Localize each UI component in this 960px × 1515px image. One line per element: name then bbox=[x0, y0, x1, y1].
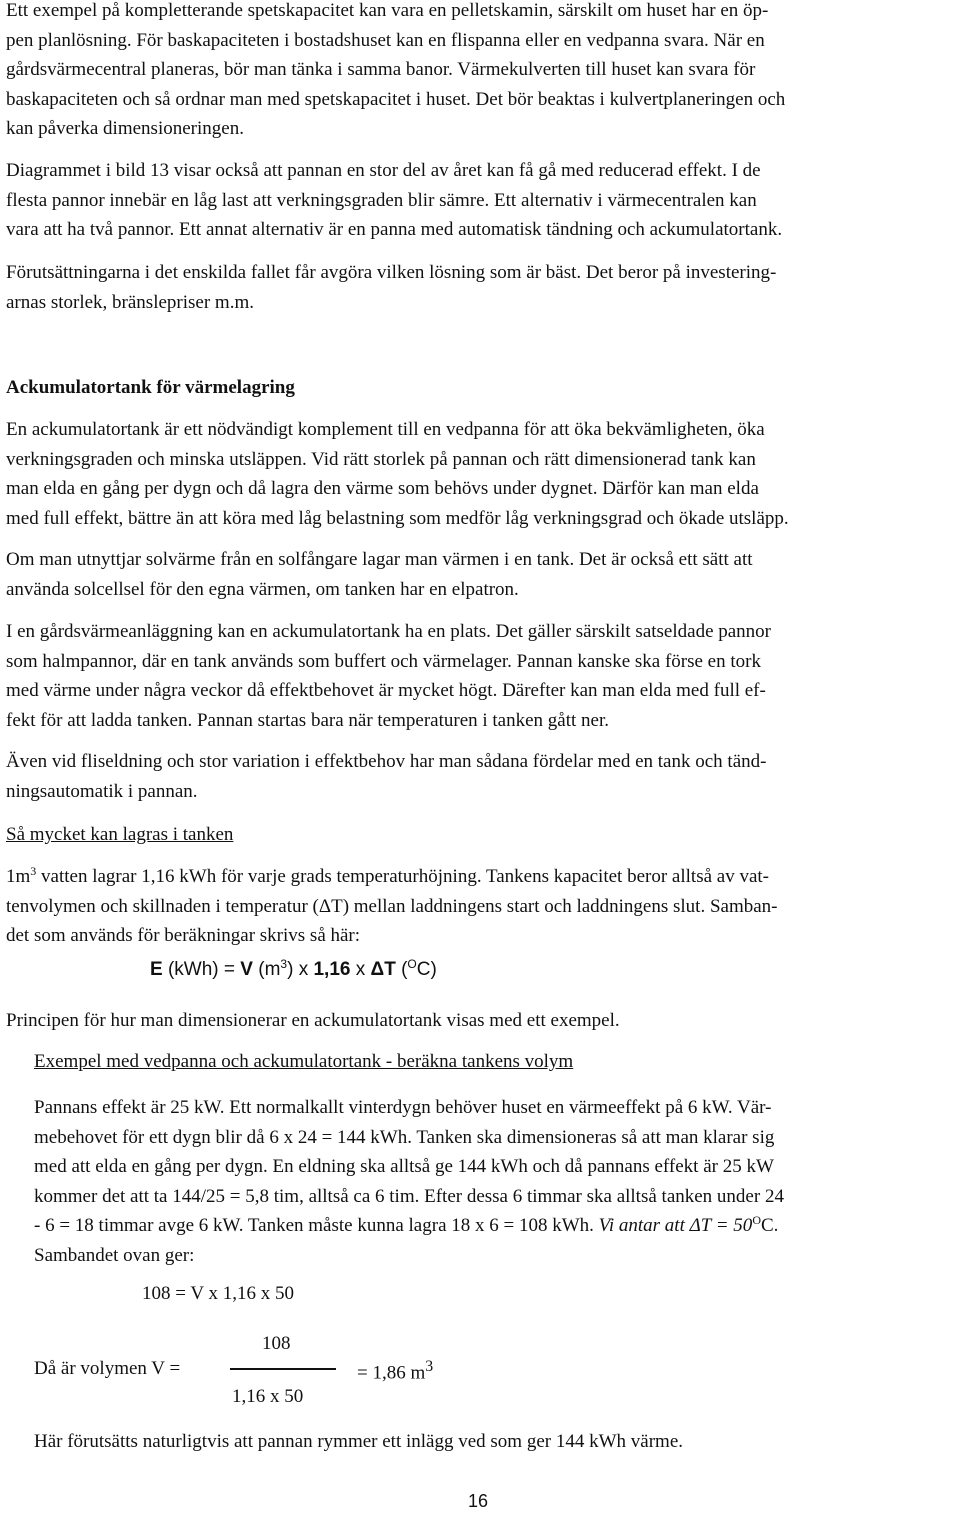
text-line: vara att ha två pannor. Ett annat alternativ är en panna med automatisk tändning och ackumulatortank. bbox=[6, 219, 783, 240]
text-line: En ackumulatortank är ett nödvändigt komplement till en vedpanna för att öka bekvämligheten, öka bbox=[6, 419, 765, 440]
text-line: med värme under några veckor då effektbehovet är mycket högt. Därefter kan man elda med full ef- bbox=[6, 680, 766, 701]
text-line: använda solcellsel för den egna värmen, om tanken har en elpatron. bbox=[6, 578, 519, 600]
text-line: arnas storlek, bränslepriser m.m. bbox=[6, 291, 254, 313]
text-line: Ett exempel på kompletterande spetskapacitet kan vara en pelletskamin, särskilt om huset har en öp- bbox=[6, 0, 769, 21]
page-number: 16 bbox=[468, 1491, 489, 1511]
text-line: gårdsvärmecentral planeras, bör man tänka i samma banor. Värmekulverten till huset kan svara för bbox=[6, 59, 756, 80]
volume-result: = 1,86 $m^3$ bbox=[357, 1358, 434, 1384]
text-line: fekt för att ladda tanken. Pannan startas bara när temperaturen i tanken gått ner. bbox=[6, 709, 609, 731]
text-line: Pannans effekt är 25 kW. Ett normalkallt vinterdygn behöver huset en värmeeffekt på 6 kW. Vär- bbox=[34, 1097, 772, 1118]
paragraph-diagram bbox=[6, 156, 958, 245]
volume-label: Då är volymen V = bbox=[34, 1358, 181, 1379]
text-line: Även vid fliseldning och stor variation i effektbehov har man sådana fördelar med en tank och tänd- bbox=[6, 751, 767, 772]
paragraph-gardsvarme bbox=[6, 617, 958, 735]
text-line: baskapaciteten och så ordnar man med spetskapacitet i huset. Det bör beaktas i kulvertplaneringen och bbox=[6, 88, 786, 110]
paragraph-lagring bbox=[6, 862, 958, 951]
section-heading: Ackumulatortank för värmelagring bbox=[6, 377, 295, 398]
text-line: ningsautomatik i pannan. bbox=[6, 780, 198, 802]
energy-formula: E (kWh) = V $(m^3)$ x 1,16 x ΔT ($^O$C) bbox=[150, 957, 437, 980]
text-line: kan påverka dimensioneringen. bbox=[6, 118, 244, 139]
text-line: man elda en gång per dygn och då lagra den värme som behövs under dygnet. Därför kan man elda bbox=[6, 478, 759, 499]
paragraph-princip: Principen för hur man dimensionerar en ackumulatortank visas med ett exempel. bbox=[6, 1010, 620, 1031]
text-line: med att elda en gång per dygn. En eldning ska alltså ge 144 kWh och då pannans effekt är 25 kW bbox=[34, 1156, 774, 1177]
text-line: flesta pannor innebär en låg last att verkningsgraden blir sämre. Ett alternativ i värmecentralen kan bbox=[6, 189, 757, 211]
paragraph-fliseldning bbox=[6, 747, 958, 806]
text-line: verkningsgraden och minska utsläppen. Vid rätt storlek på pannan och rätt dimensionerad tank kan bbox=[6, 448, 756, 470]
example-body bbox=[34, 1093, 954, 1270]
example-title: Exempel med vedpanna och ackumulatortank - beräkna tankens volym bbox=[34, 1051, 574, 1072]
text-line: I en gårdsvärmeanläggning kan en ackumulatortank ha en plats. Det gäller särskilt satseldade pannor bbox=[6, 621, 772, 642]
example-equation: 108 = V x 1,16 x 50 bbox=[142, 1283, 294, 1304]
text-line: - 6 = 18 timmar avge 6 kW. Tanken måste kunna lagra 18 x 6 = 108 kWh. Vi antar att $\Delta T = 50^OC$. bbox=[34, 1213, 779, 1236]
subheading: Så mycket kan lagras i tanken bbox=[6, 824, 234, 845]
paragraph-forutsattningar bbox=[6, 258, 958, 317]
paragraph-solvarme bbox=[6, 545, 958, 604]
text-line: pen planlösning. För baskapaciteten i bostadshuset kan en flispanna eller en vedpanna svara. När en bbox=[6, 29, 765, 51]
example-final-note: Här förutsätts naturligtvis att pannan rymmer ett inlägg ved som ger 144 kWh värme. bbox=[34, 1431, 683, 1452]
text-line: Diagrammet i bild 13 visar också att pannan en stor del av året kan få gå med reducerad effekt. I de bbox=[6, 160, 761, 181]
fraction-denominator: 1,16 x 50 bbox=[232, 1386, 304, 1407]
text-line: med full effekt, bättre än att köra med låg belastning som medför låg verkningsgrad och ökade utsläpp. bbox=[6, 507, 789, 529]
text-line: Förutsättningarna i det enskilda fallet får avgöra vilken lösning som är bäst. Det beror på investering- bbox=[6, 262, 777, 283]
text-line: det som används för beräkningar skrivs så här: bbox=[6, 925, 361, 946]
text-line: $1m^3$ vatten lagrar 1,16 kWh för varje grads temperaturhöjning. Tankens kapacitet beror alltså av vat- bbox=[6, 864, 769, 887]
text-line: mebehovet för ett dygn blir då 6 x 24 = 144 kWh. Tanken ska dimensioneras så att man klarar sig bbox=[34, 1126, 775, 1148]
text-line: kommer det att ta 144/25 = 5,8 tim, alltså ca 6 tim. Efter dessa 6 timmar ska alltså tanken under 24 bbox=[34, 1185, 784, 1207]
text-line: Sambandet ovan ger: bbox=[34, 1244, 195, 1266]
paragraph-ackumulatortank bbox=[6, 415, 958, 533]
text-line: som halmpannor, där en tank används som buffert och värmelager. Pannan kanske ska förse en tork bbox=[6, 650, 761, 672]
paragraph-spetskapacitet bbox=[6, 0, 958, 144]
text-line: tenvolymen och skillnaden i temperatur (ΔT) mellan laddningens start och laddningens slut. Samban- bbox=[6, 895, 778, 917]
text-line: Om man utnyttjar solvärme från en solfångare lagar man värmen i en tank. Det är också ett sätt att bbox=[6, 549, 753, 570]
fraction-bar bbox=[230, 1368, 336, 1370]
fraction-numerator: 108 bbox=[262, 1333, 291, 1354]
